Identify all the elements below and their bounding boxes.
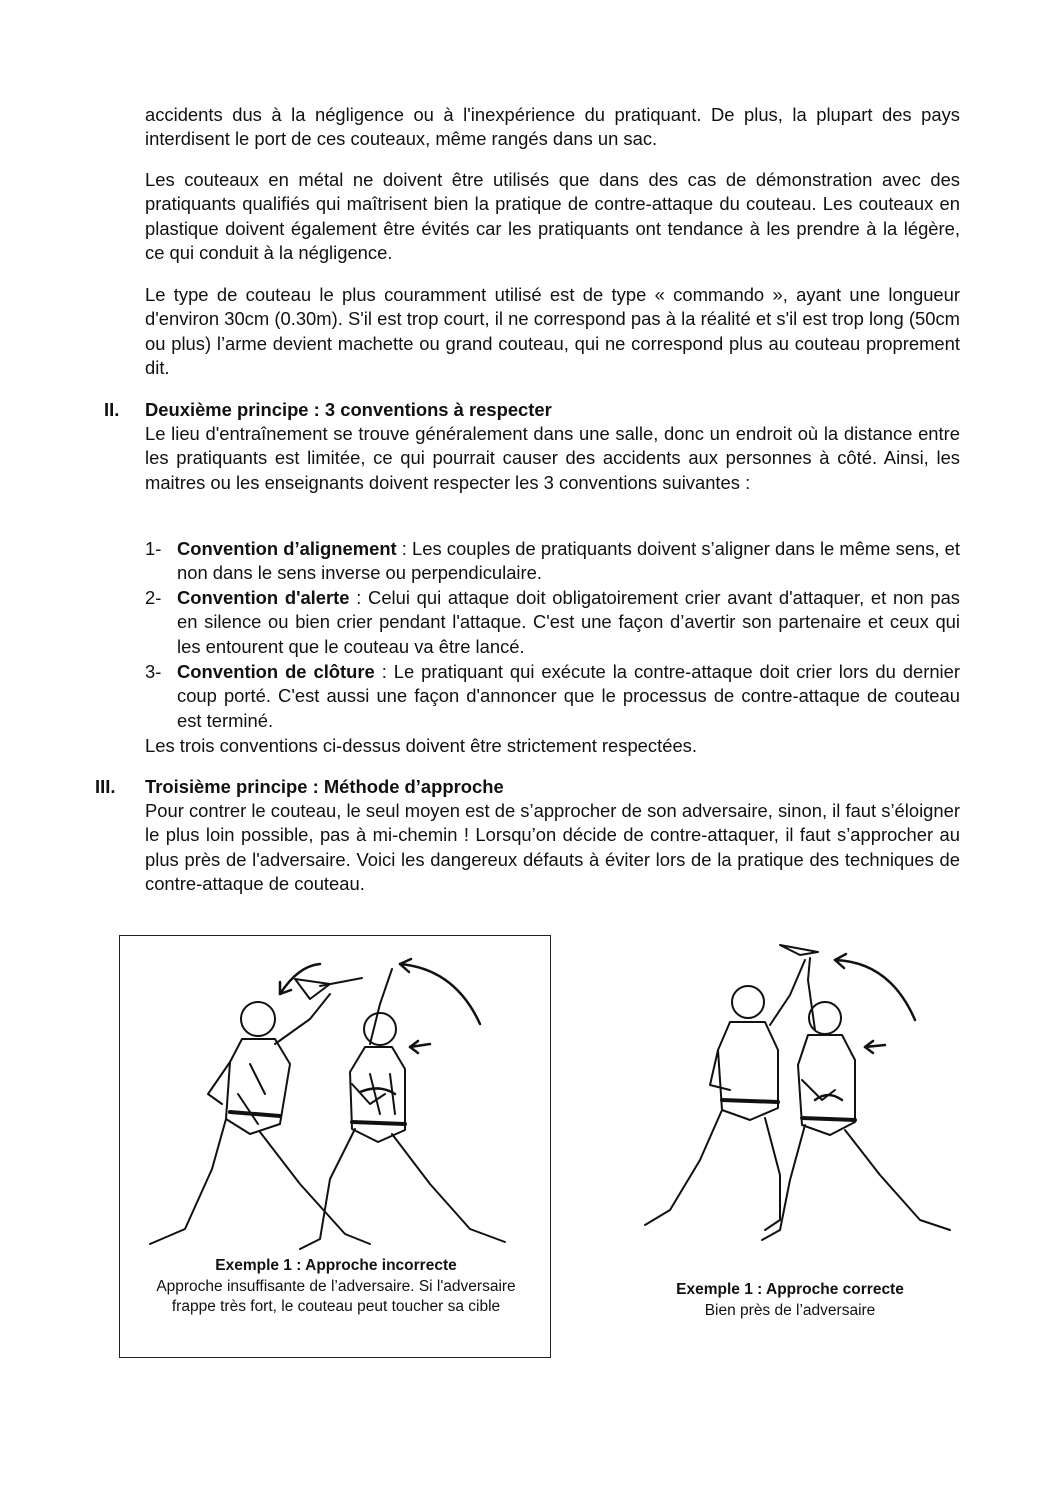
figure-caption-text: Approche insuffisante de l’adversaire. Si l'adversaire frappe très fort, le couteau peut toucher sa cible	[156, 1277, 516, 1315]
convention-text: : Le pratiquant qui exécute la contre-attaque doit crier lors du dernier coup porté. C'est aussi une façon d'annoncer que le processus de contre-attaque de couteau est terminé.	[177, 661, 960, 731]
convention-label: Convention d'alerte	[177, 587, 350, 608]
figure-caption-title: Exemple 1 : Approche correcte	[676, 1281, 904, 1298]
figure-caption	[140, 1256, 532, 1318]
paragraph-2: Les couteaux en métal ne doivent être utilisés que dans des cas de démonstration avec des pratiquants qualifiés qui maîtrisent bien la pratique de contre-attaque du couteau. Les couteaux en plastique doivent également être évités car les pratiquants ont tendance à les prendre à la légère, ce qui conduit à la négligence.	[145, 169, 960, 264]
list-number: 3-	[145, 661, 162, 682]
figure-correct-approach	[610, 935, 970, 1335]
section-2-number: II.	[104, 399, 120, 420]
section-2-intro: Le lieu d'entraînement se trouve généralement dans une salle, donc un endroit où la distance entre les pratiquants est limitée, ce qui pourrait causer des accidents aux personnes à côté. Ainsi, les maitres ou les enseignants doivent respecter les 3 conventions suivantes :	[145, 423, 960, 493]
section-2-title: Deuxième principe : 3 conventions à respecter	[145, 399, 552, 420]
martial-arts-correct-approach-illustration	[630, 940, 960, 1245]
convention-label: Convention de clôture	[177, 661, 375, 682]
paragraph-3: Le type de couteau le plus couramment utilisé est de type « commando », ayant une longueur d'environ 30cm (0.30m). S'il est trop court, il ne correspond pas à la réalité et s'il est trop long (50cm ou plus) l’arme devient machette ou grand couteau, qui ne correspond plus au couteau proprement dit.	[145, 284, 960, 379]
section-3-title: Troisième principe : Méthode d’approche	[145, 776, 504, 797]
convention-text: : Celui qui attaque doit obligatoirement crier avant d'attaquer, et non pas en silence ou bien crier pendant l'attaque. C'est une façon d’avertir son partenaire et ceux qui les entourent que le couteau va être lancé.	[177, 587, 960, 657]
convention-text: : Les couples de pratiquants doivent s’aligner dans le même sens, et non dans le sens inverse ou perpendiculaire.	[177, 538, 960, 584]
figure-caption-text: Bien près de l’adversaire	[704, 1301, 876, 1319]
convention-label: Convention d’alignement	[177, 538, 397, 559]
martial-arts-incorrect-approach-illustration	[130, 944, 540, 1259]
figure-incorrect-approach	[119, 935, 551, 1358]
figure-caption	[610, 1280, 970, 1321]
figure-caption-title: Exemple 1 : Approche incorrecte	[215, 1257, 457, 1274]
list-number: 1-	[145, 538, 162, 559]
section-2-closing: Les trois conventions ci-dessus doivent être strictement respectées.	[145, 735, 697, 756]
list-number: 2-	[145, 587, 162, 608]
paragraph-1: accidents dus à la négligence ou à l'inexpérience du pratiquant. De plus, la plupart des pays interdisent le port de ces couteaux, même rangés dans un sac.	[145, 104, 960, 150]
section-3-intro: Pour contrer le couteau, le seul moyen est de s’approcher de son adversaire, sinon, il faut s’éloigner le plus loin possible, pas à mi-chemin ! Lorsqu’on décide de contre-attaquer, il faut s’approcher au plus près de l'adversaire. Voici les dangereux défauts à éviter lors de la pratique des techniques de contre-attaque de couteau.	[145, 800, 960, 895]
section-3-number: III.	[95, 776, 116, 797]
